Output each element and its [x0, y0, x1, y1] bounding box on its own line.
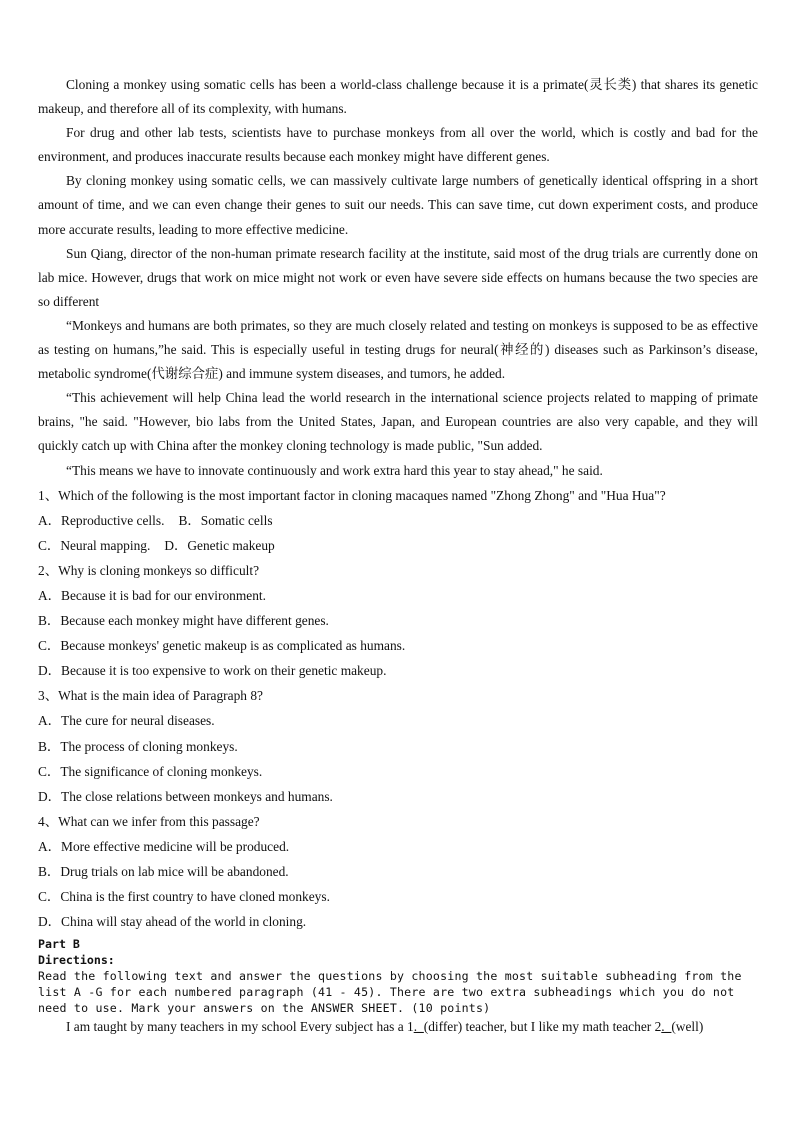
document-page: [38, 73, 758, 1038]
answer-option[interactable]: D．Genetic makeup: [164, 537, 275, 553]
question-stem: 2、Why is cloning monkeys so difficult?: [38, 562, 260, 578]
answer-option[interactable]: C．The significance of cloning monkeys.: [38, 763, 263, 779]
cloze-blank-2[interactable]: ._: [661, 1019, 672, 1035]
question-stem: 4、What can we infer from this passage?: [38, 813, 260, 829]
cloze-text: (well): [671, 1019, 704, 1035]
answer-option[interactable]: B．Drug trials on lab mice will be abandoned.: [38, 864, 289, 879]
answer-option[interactable]: B．Somatic cells: [178, 512, 273, 528]
answer-option[interactable]: B．The process of cloning monkeys.: [38, 738, 238, 754]
answer-option[interactable]: A．Because it is bad for our environment.: [38, 587, 266, 603]
passage-paragraph: For drug and other lab tests, scientists have to purchase monkeys from all over the world, which is costly and bad for the environment, and produces inaccurate results because each monkey might have different genes.: [38, 125, 758, 165]
answer-option[interactable]: A．The cure for neural diseases.: [38, 713, 215, 729]
cloze-paragraph: [38, 1016, 758, 1038]
passage-paragraph: “This means we have to innovate continuously and work extra hard this year to stay ahead," he said.: [66, 462, 603, 478]
cloze-blank-1[interactable]: ._: [413, 1019, 424, 1035]
part-b-heading: Part B: [38, 937, 80, 952]
passage-paragraph: “This achievement will help China lead the world research in the international science projects related to mapping of primate brains, "he said. "However, bio labs from the United States, Japan, and European countries are also very capable, and they will quickly catch up with China after the monkey cloning technology is made public, "Sun added.: [38, 390, 758, 454]
question-stem: 3、What is the main idea of Paragraph 8?: [38, 688, 263, 704]
passage-paragraph: Sun Qiang, director of the non-human primate research facility at the institute, said most of the drug trials are currently done on lab mice. However, drugs that work on mice might not work or even have severe side effects on humans because the two species are so different: [38, 245, 758, 309]
directions-text: Read the following text and answer the questions by choosing the most suitable subheading from the list A -G for each numbered paragraph (41 - 45). There are two extra subheadings which you do not need to use. Mark your answers on the ANSWER SHEET. (10 points): [38, 969, 742, 1016]
passage-paragraph: By cloning monkey using somatic cells, we can massively cultivate large numbers of genetically identical offspring in a short amount of time, and we can even change their genes to suit our needs. This can save time, cut down experiment costs, and produce more accurate results, leading to more effective medicine.: [38, 173, 758, 237]
directions-label: Directions:: [38, 953, 115, 968]
passage-paragraph: Cloning a monkey using somatic cells has been a world-class challenge because it is a primate(灵长类) that shares its genetic makeup, and therefore all of its complexity, with humans.: [38, 77, 758, 117]
answer-option[interactable]: A．Reproductive cells.: [38, 512, 165, 528]
answer-option[interactable]: A．More effective medicine will be produced.: [38, 838, 290, 854]
cloze-text: I am taught by many teachers in my school Every subject has a 1: [66, 1019, 414, 1035]
question-stem: 1、Which of the following is the most important factor in cloning macaques named "Zhong Zhong" and "Hua Hua"?: [38, 487, 666, 503]
answer-option[interactable]: B．Because each monkey might have different genes.: [38, 613, 329, 629]
answer-option[interactable]: C．Neural mapping.: [38, 537, 151, 553]
answer-options-row: [38, 508, 758, 533]
part-b-section: [38, 936, 758, 1038]
question-list: [38, 483, 758, 935]
reading-passage: [38, 73, 758, 483]
answer-option[interactable]: D．Because it is too expensive to work on their genetic makeup.: [38, 663, 387, 679]
answer-options-row: [38, 533, 758, 558]
passage-paragraph: “Monkeys and humans are both primates, so they are much closely related and testing on monkeys is supposed to be as effective as testing on humans,”he said. This is especially useful in testing drugs for neural(神经的) diseases such as Parkinson’s disease, metabolic syndrome(代谢综合症) and immune system diseases, and tumors, he added.: [38, 317, 758, 382]
cloze-text: (differ) teacher, but I like my math teacher 2: [423, 1019, 662, 1035]
answer-option[interactable]: D．The close relations between monkeys and humans.: [38, 788, 333, 804]
answer-option[interactable]: C．Because monkeys' genetic makeup is as complicated as humans.: [38, 638, 406, 654]
answer-option[interactable]: D．China will stay ahead of the world in cloning.: [38, 914, 307, 930]
answer-option[interactable]: C．China is the first country to have cloned monkeys.: [38, 889, 330, 905]
